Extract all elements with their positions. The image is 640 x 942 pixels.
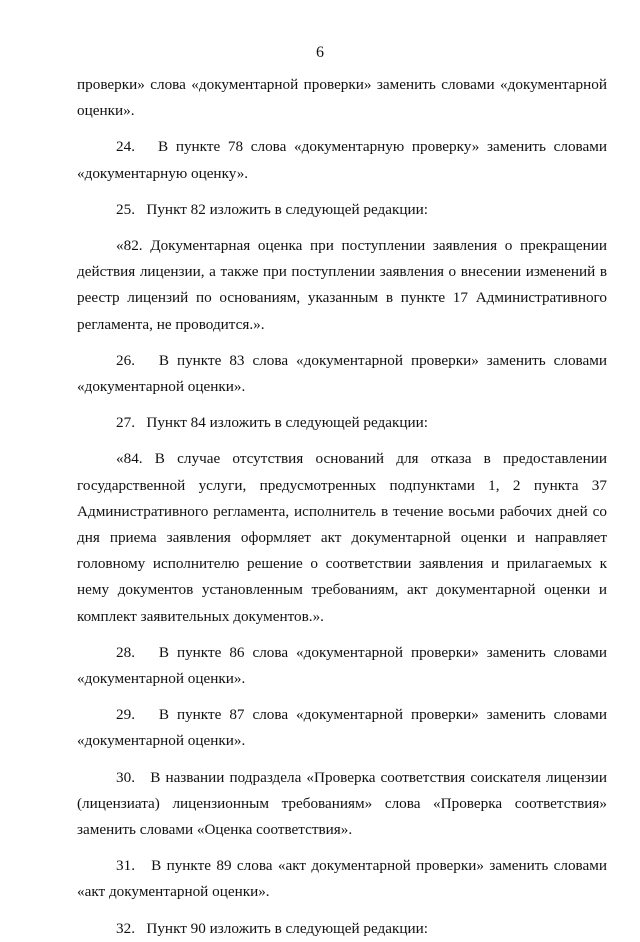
paragraph-25: 25. Пункт 82 изложить в следующей редакции: [116, 200, 429, 218]
paragraph-30: 30. В названии подраздела «Проверка соответствия соискателя лицензии (лицензиата) лицензионным требованиям» слова «Проверка соответствия» заменить словами «Оценка соответствия». [77, 768, 607, 839]
page-number: 6 [316, 44, 324, 61]
paragraph-84-text: «84. В случае отсутствия оснований для отказа в предоставлении государственной услуги, предусмотренных подпунктами 1, 2 пункта 37 Административного регламента, исполнитель в течение восьми рабочих дней со дня приема заявления оформляет акт документарной оценки и направляет головному исполнителю решение о соответствии заявления и прилагаемых к нему документов установленным требованиям, акт документарной оценки и комплект заявительных документов.». [77, 450, 607, 625]
paragraph-82-text: «82. Документарная оценка при поступлении заявления о прекращении действия лицензии, а также при поступлении заявления о внесении изменений в реестр лицензий по основаниям, указанным в пункте 17 Административного регламента, не проводится.». [77, 237, 607, 333]
paragraph-27: 27. Пункт 84 изложить в следующей редакции: [116, 414, 429, 432]
paragraph-26: 26. В пункте 83 слова «документарной проверки» заменить словами «документарной оценки». [77, 351, 607, 396]
paragraph-24: 24. В пункте 78 слова «документарную проверку» заменить словами «документарную оценку». [77, 138, 607, 182]
paragraph-29: 29. В пункте 87 слова «документарной проверки» заменить словами «документарной оценки». [77, 706, 607, 750]
paragraph-31: 31. В пункте 89 слова «акт документарной проверки» заменить словами «акт документарной оценки». [77, 857, 607, 901]
paragraph-28: 28. В пункте 86 слова «документарной проверки» заменить словами «документарной оценки». [77, 643, 607, 688]
paragraph-continuation: проверки» слова «документарной проверки» заменить словами «документарной оценки». [77, 76, 607, 120]
document-body [77, 72, 607, 942]
paragraph-32: 32. Пункт 90 изложить в следующей редакции: [116, 919, 429, 937]
